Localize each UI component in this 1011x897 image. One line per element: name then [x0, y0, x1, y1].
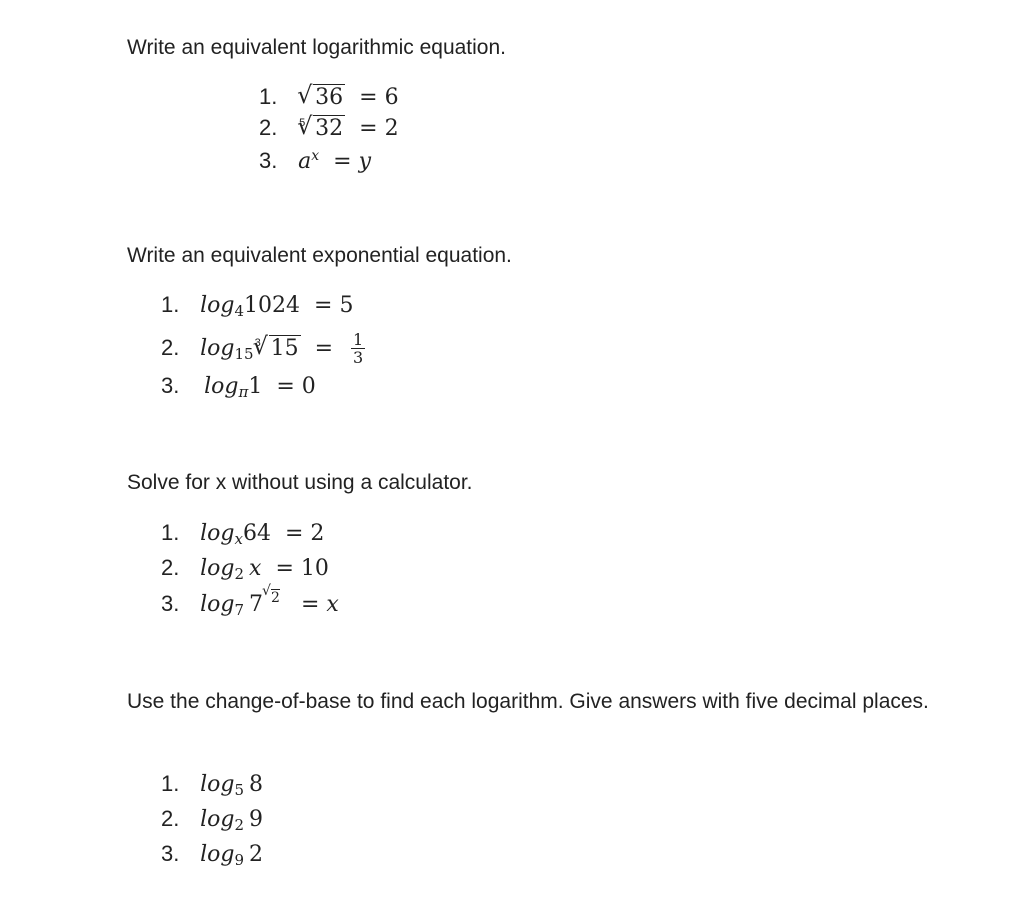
item-number: 2.: [161, 334, 180, 360]
item-number: 3.: [161, 373, 180, 398]
math-expression: $\log_2 x = 10$: [200, 556, 329, 583]
item-number: 2.: [161, 806, 180, 831]
radical: √ 36: [298, 83, 345, 113]
item-number: 3.: [161, 841, 180, 866]
math-expression: $\log_2 9$: [200, 807, 264, 834]
math-expression: $\log_x64 = 2$: [200, 521, 325, 548]
problem-s4-3: [161, 839, 263, 870]
math-expression: $\log_{15}$ √ 3 15 = $\frac{1}{3}$: [200, 336, 365, 361]
item-number: 1.: [161, 771, 180, 796]
problem-s4-1: [161, 769, 263, 800]
item-number: 1.: [161, 520, 180, 545]
math-expression: $\log_7 7$ 2 = x: [200, 590, 339, 619]
math-expression: $\log_\pi 1 = 0$: [204, 374, 316, 401]
radical: √ 3 15: [254, 334, 301, 364]
problem-s3-3: [161, 589, 339, 620]
math-expression: √ 36 = 6: [298, 85, 398, 110]
math-expression: $\log_9 2$: [200, 842, 264, 869]
section-heading-change-of-base: Use the change-of-base to find each logarithm. Give answers with five decimal places.: [127, 690, 929, 713]
problem-s2-1: [161, 290, 353, 321]
item-number: 2.: [259, 115, 278, 140]
problem-s1-3: [259, 146, 371, 177]
item-number: 2.: [161, 555, 180, 580]
item-number: 1.: [259, 84, 278, 109]
problem-s3-2: [161, 553, 329, 584]
fraction: $\frac{1}{3}$: [353, 330, 364, 367]
math-expression: $\log_5 8$: [200, 772, 264, 799]
problem-s2-3: [161, 371, 316, 402]
problem-s4-2: [161, 804, 263, 835]
problem-s1-1: [259, 82, 399, 113]
radical: √ 5 32: [298, 114, 345, 144]
math-expression: $a^x = y$: [298, 148, 372, 174]
math-expression: √ 5 32 = 2: [298, 116, 398, 141]
item-number: 3.: [161, 591, 180, 616]
section-heading-logarithmic: Write an equivalent logarithmic equation.: [127, 36, 506, 59]
problem-s3-1: [161, 518, 324, 549]
problem-s2-2: [161, 331, 365, 366]
item-number: 3.: [259, 148, 278, 173]
section-heading-solve: Solve for x without using a calculator.: [127, 471, 473, 494]
item-number: 1.: [161, 292, 180, 317]
section-heading-exponential: Write an equivalent exponential equation.: [127, 244, 512, 267]
math-expression: $\log_41024 = 5$: [200, 293, 354, 320]
problem-s1-2: [259, 113, 399, 144]
